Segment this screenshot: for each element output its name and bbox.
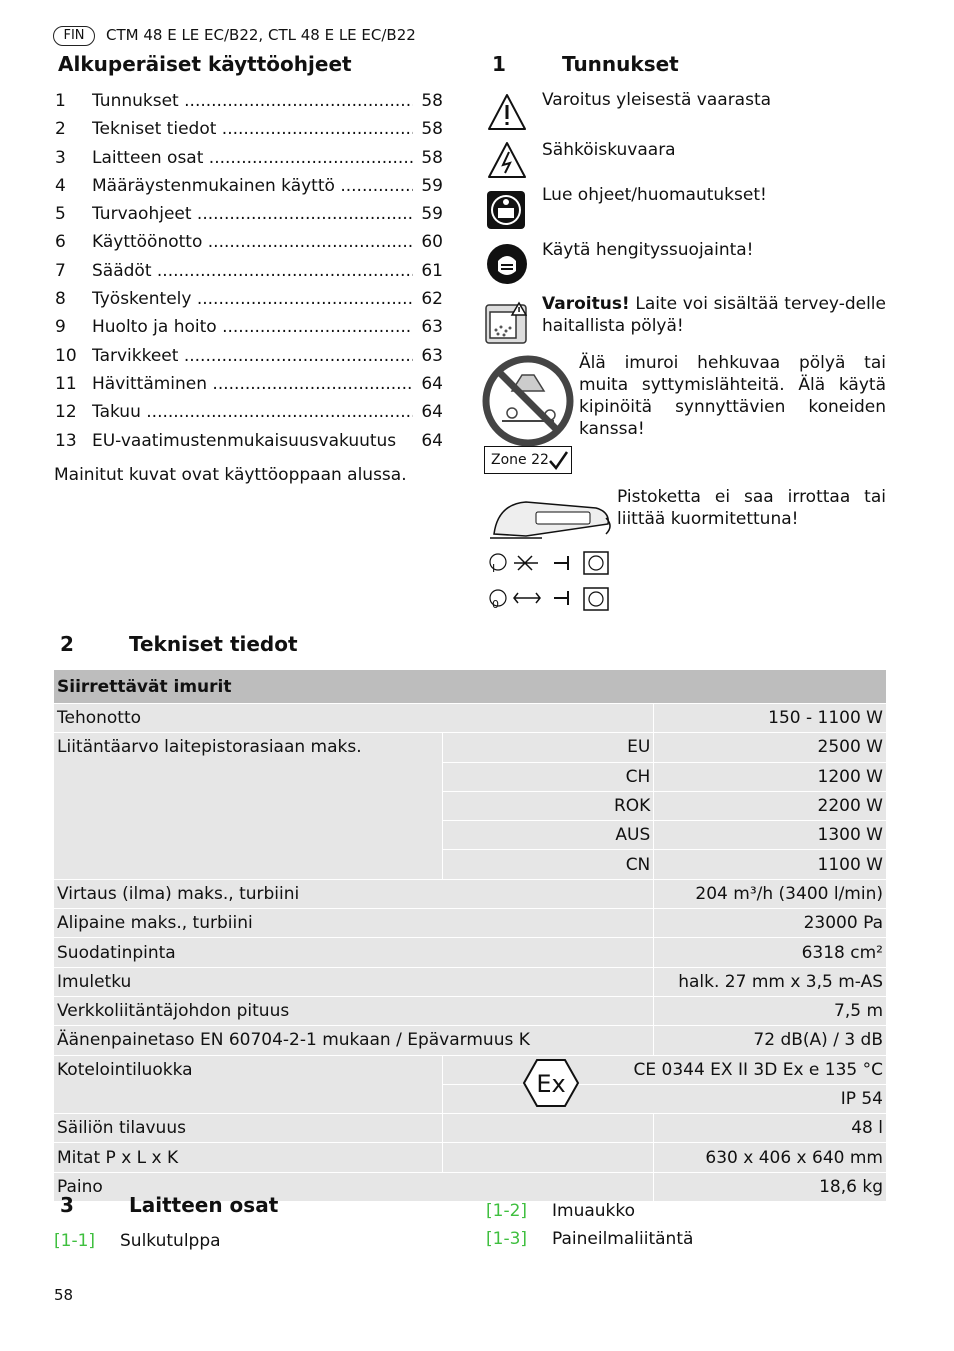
table-row (54, 967, 887, 996)
part-label: Sulkutulppa (120, 1231, 221, 1251)
respirator-mask-icon (486, 243, 528, 285)
toc-item-page: 64 (413, 398, 443, 426)
table-row (54, 704, 887, 733)
language-badge: FIN (53, 26, 95, 46)
toc-item-number: 4 (55, 175, 66, 196)
container-label: Säiliön tilavuus (54, 1114, 443, 1143)
toc-item (55, 427, 443, 455)
table-row (54, 1143, 887, 1172)
flow-value: 204 m³/h (3400 l/min) (654, 879, 887, 908)
power-value: 150 - 1100 W (654, 704, 887, 733)
dimensions-label: Mitat P x L x K (54, 1143, 443, 1172)
section-3-title: Laitteen osat (129, 1193, 279, 1217)
socket-region: CH (442, 762, 654, 791)
section-2-title: Tekniset tiedot (129, 632, 298, 656)
cord-value: 7,5 m (654, 996, 887, 1025)
read-manual-text: Lue ohjeet/huomautukset! (542, 185, 767, 205)
weight-value: 18,6 kg (654, 1172, 887, 1201)
read-manual-icon (486, 190, 526, 230)
toc-item (55, 144, 443, 172)
respirator-text: Käytä hengityssuojainta! (542, 240, 754, 260)
part-ref: [1-1] (54, 1231, 96, 1251)
toc-item-number: 6 (55, 232, 66, 253)
table-of-contents (55, 87, 443, 455)
toc-item-number: 13 (55, 430, 77, 451)
flow-label: Virtaus (ilma) maks., turbiini (54, 879, 654, 908)
socket-value: 1200 W (654, 762, 887, 791)
table-row (54, 938, 887, 967)
toc-item (55, 285, 443, 313)
toc-item-number: 11 (55, 373, 77, 394)
toc-item-number: 12 (55, 402, 77, 423)
toc-item-page: 58 (413, 87, 443, 115)
protection-value-2: IP 54 (442, 1084, 886, 1113)
socket-region: CN (442, 850, 654, 879)
harmful-dust-text (542, 293, 886, 337)
toc-item-page: 63 (413, 313, 443, 341)
filter-label: Suodatinpinta (54, 938, 654, 967)
cord-label: Verkkoliitäntäjohdon pituus (54, 996, 654, 1025)
socket-region: ROK (442, 791, 654, 820)
no-glowing-dust-text: Älä imuroi hehkuvaa pölyä tai muita syttymislähteitä. Älä käytä kipinöitä synnyttävien koneiden kanssa! (579, 353, 886, 439)
toc-item-number: 3 (55, 147, 66, 168)
toc-item-title: Käyttöönotto ..... (92, 228, 413, 256)
table-row (54, 1026, 887, 1055)
socket-value: 1300 W (654, 821, 887, 850)
spec-table-title: Siirrettävät imurit (54, 670, 887, 704)
warning-text: Varoitus yleisestä vaarasta (542, 90, 772, 110)
toc-item-number: 5 (55, 204, 66, 225)
toc-item-page: 63 (413, 342, 443, 370)
container-empty-cell (442, 1114, 654, 1143)
electric-shock-text: Sähköiskuvaara (542, 140, 676, 160)
toc-item-number: 7 (55, 260, 66, 281)
toc-item (55, 398, 443, 426)
toc-item-page: 64 (413, 370, 443, 398)
part-item (486, 1228, 693, 1250)
section-3-number: 3 (60, 1193, 74, 1217)
toc-item-number: 2 (55, 119, 66, 140)
toc-item-title: Tekniset tiedot ..... (92, 115, 413, 143)
part-label: Imuaukko (552, 1201, 636, 1221)
toc-item-title: Takuu ..... (92, 398, 413, 426)
container-value: 48 l (654, 1114, 887, 1143)
toc-item (55, 257, 443, 285)
no-glowing-dust-icon (482, 355, 574, 447)
toc-item-number: 8 (55, 289, 66, 310)
part-label: Paineilmaliitäntä (552, 1229, 694, 1249)
protection-value-1-text: CE 0344 EX II 3D Ex e 135 °C (633, 1059, 883, 1080)
socket-value: 1100 W (654, 850, 887, 879)
table-row (54, 1114, 887, 1143)
toc-item (55, 342, 443, 370)
noise-value: 72 dB(A) / 3 dB (654, 1026, 887, 1055)
warning-triangle-icon (486, 92, 528, 132)
toc-item-title: Tarvikkeet ..... (92, 342, 413, 370)
toc-item (55, 87, 443, 115)
plug-switch-off-label: 0 (492, 598, 499, 611)
toc-item-page: 58 (413, 115, 443, 143)
table-row (54, 879, 887, 908)
toc-item-title: Määräystenmukainen käyttö ..... (92, 172, 413, 200)
part-ref: [1-3] (486, 1229, 528, 1249)
toc-item (55, 172, 443, 200)
section-1-number: 1 (492, 52, 506, 76)
toc-item-page: 59 (413, 200, 443, 228)
plug-switch-on-label: I (492, 562, 496, 575)
harmful-dust-warning-label: Varoitus! (542, 294, 630, 314)
weight-label: Paino (54, 1172, 654, 1201)
spec-table (53, 669, 887, 1202)
toc-item-title: EU-vaatimustenmukaisuusvakuutus (92, 430, 397, 451)
protection-label: Kotelointiluokka (54, 1055, 443, 1114)
dimensions-value: 630 x 406 x 640 mm (654, 1143, 887, 1172)
filter-value: 6318 cm² (654, 938, 887, 967)
hose-label: Imuletku (54, 967, 654, 996)
plug-warning-icon (486, 490, 616, 620)
toc-item (55, 115, 443, 143)
noise-label: Äänenpainetaso EN 60704-2-1 mukaan / Epävarmuus K (54, 1026, 654, 1055)
protection-value-1 (442, 1055, 886, 1098)
table-row (54, 733, 887, 762)
socket-value: 2200 W (654, 791, 887, 820)
spec-table-header (54, 670, 887, 704)
toc-item-number: 10 (55, 345, 77, 366)
model-header: CTM 48 E LE EC/B22, CTL 48 E LE EC/B22 (106, 26, 416, 44)
dimensions-empty-cell (442, 1143, 654, 1172)
toc-item-title: Säädöt ..... (92, 257, 413, 285)
toc-item-number: 9 (55, 317, 66, 338)
section-2-number: 2 (60, 632, 74, 656)
ex-mark-text: Ex (535, 1069, 566, 1098)
part-item (54, 1230, 221, 1252)
toc-item-title: Työskentely ..... (92, 285, 413, 313)
power-label: Tehonotto (54, 704, 654, 733)
toc-title: Alkuperäiset käyttöohjeet (58, 52, 352, 76)
toc-item (55, 370, 443, 398)
toc-item-page: 60 (413, 228, 443, 256)
page-number: 58 (54, 1286, 74, 1304)
toc-item (55, 200, 443, 228)
toc-item-page: 64 (413, 427, 443, 455)
checkmark-icon (547, 449, 569, 471)
zone-22-label: Zone 22 (491, 452, 549, 468)
zone-22-badge (484, 446, 572, 474)
toc-item-page: 58 (413, 144, 443, 172)
socket-value: 2500 W (654, 733, 887, 762)
vacuum-label: Alipaine maks., turbiini (54, 909, 654, 938)
toc-item-page: 62 (413, 285, 443, 313)
toc-item-title: Laitteen osat ..... (92, 144, 413, 172)
socket-region: AUS (442, 821, 654, 850)
ex-hexagon-icon (523, 1058, 579, 1108)
section-1-title: Tunnukset (562, 52, 679, 76)
toc-item (55, 228, 443, 256)
socket-region: EU (442, 733, 654, 762)
toc-item-page: 59 (413, 172, 443, 200)
plug-warning-text: Pistoketta ei saa irrottaa tai liittää kuormitettuna! (617, 487, 886, 529)
part-item (486, 1200, 635, 1222)
electric-shock-icon (486, 140, 528, 180)
hose-value: halk. 27 mm x 3,5 m-AS (654, 967, 887, 996)
table-row (54, 1055, 887, 1084)
toc-item-title: Tunnukset ..... (92, 87, 413, 115)
toc-item (55, 313, 443, 341)
toc-item-title: Turvaohjeet ..... (92, 200, 413, 228)
harmful-dust-warning-body: Laite voi sisältää tervey-delle haitallista pölyä! (542, 294, 886, 336)
toc-item-page: 61 (413, 257, 443, 285)
part-ref: [1-2] (486, 1201, 528, 1221)
toc-item-title: Huolto ja hoito ..... (92, 313, 413, 341)
table-row (54, 909, 887, 938)
harmful-dust-icon (485, 300, 527, 344)
toc-item-number: 1 (55, 91, 66, 111)
toc-item-title: Hävittäminen ..... (92, 370, 413, 398)
vacuum-value: 23000 Pa (654, 909, 887, 938)
table-row (54, 996, 887, 1025)
toc-note: Mainitut kuvat ovat käyttöoppaan alussa. (54, 465, 407, 485)
socket-label: Liitäntäarvo laitepistorasiaan maks. (54, 733, 443, 879)
